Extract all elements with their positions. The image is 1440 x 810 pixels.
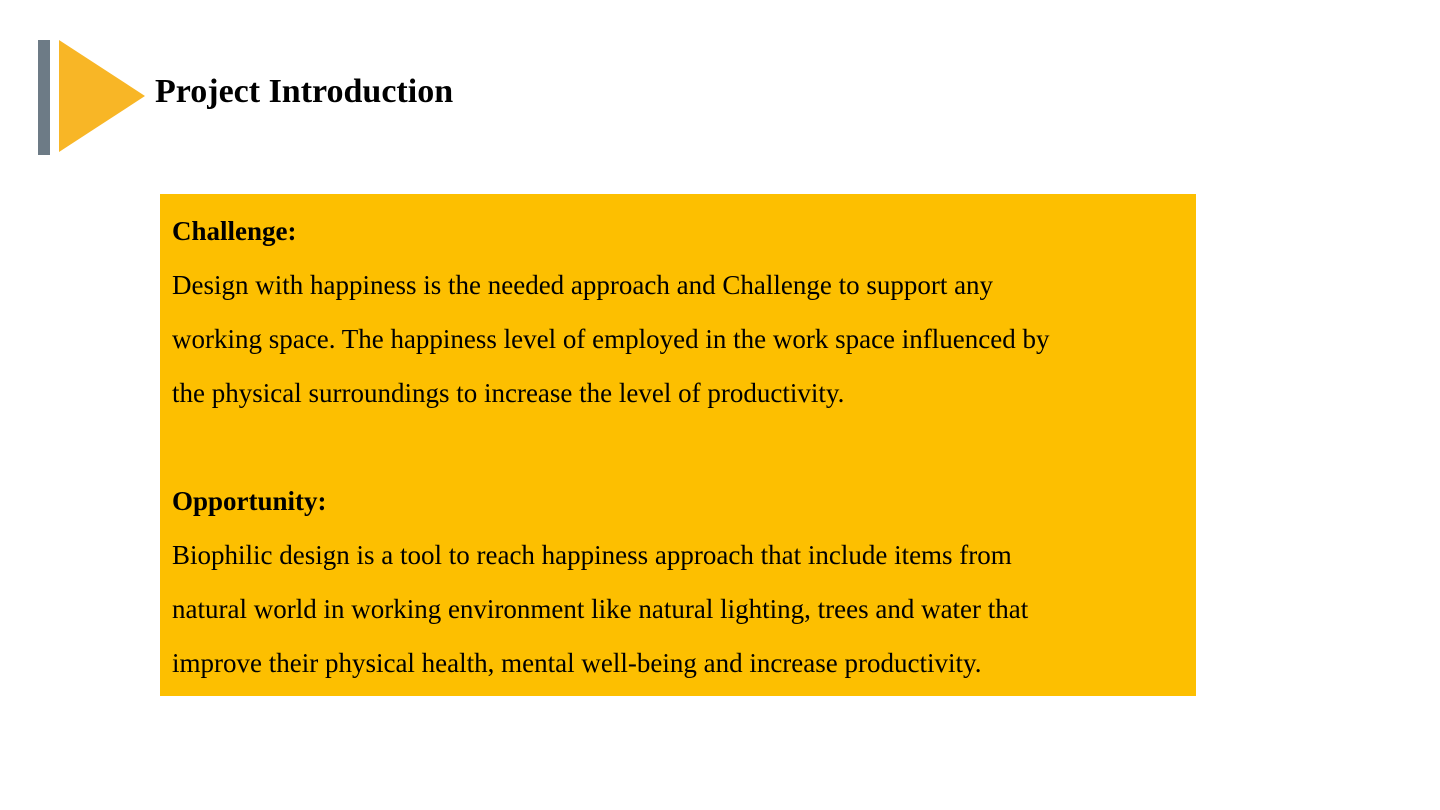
- content-box: [160, 194, 1196, 696]
- opportunity-heading: Opportunity:: [172, 486, 327, 516]
- challenge-line-1: Design with happiness is the needed approach and Challenge to support any: [172, 270, 994, 300]
- challenge-line-2: working space. The happiness level of employed in the work space influenced by: [172, 324, 1050, 354]
- accent-bar: [38, 40, 50, 155]
- challenge-line-3: the physical surroundings to increase the level of productivity.: [172, 378, 845, 408]
- opportunity-line-1: Biophilic design is a tool to reach happiness approach that include items from: [172, 540, 1012, 570]
- challenge-heading: Challenge:: [172, 216, 297, 246]
- opportunity-line-2: natural world in working environment like natural lighting, trees and water that: [172, 594, 1029, 624]
- opportunity-line-3: improve their physical health, mental well-being and increase productivity.: [172, 648, 982, 678]
- play-triangle-icon: [59, 40, 145, 152]
- paragraph-spacer: [172, 420, 1196, 474]
- slide-title: Project Introduction: [155, 73, 454, 110]
